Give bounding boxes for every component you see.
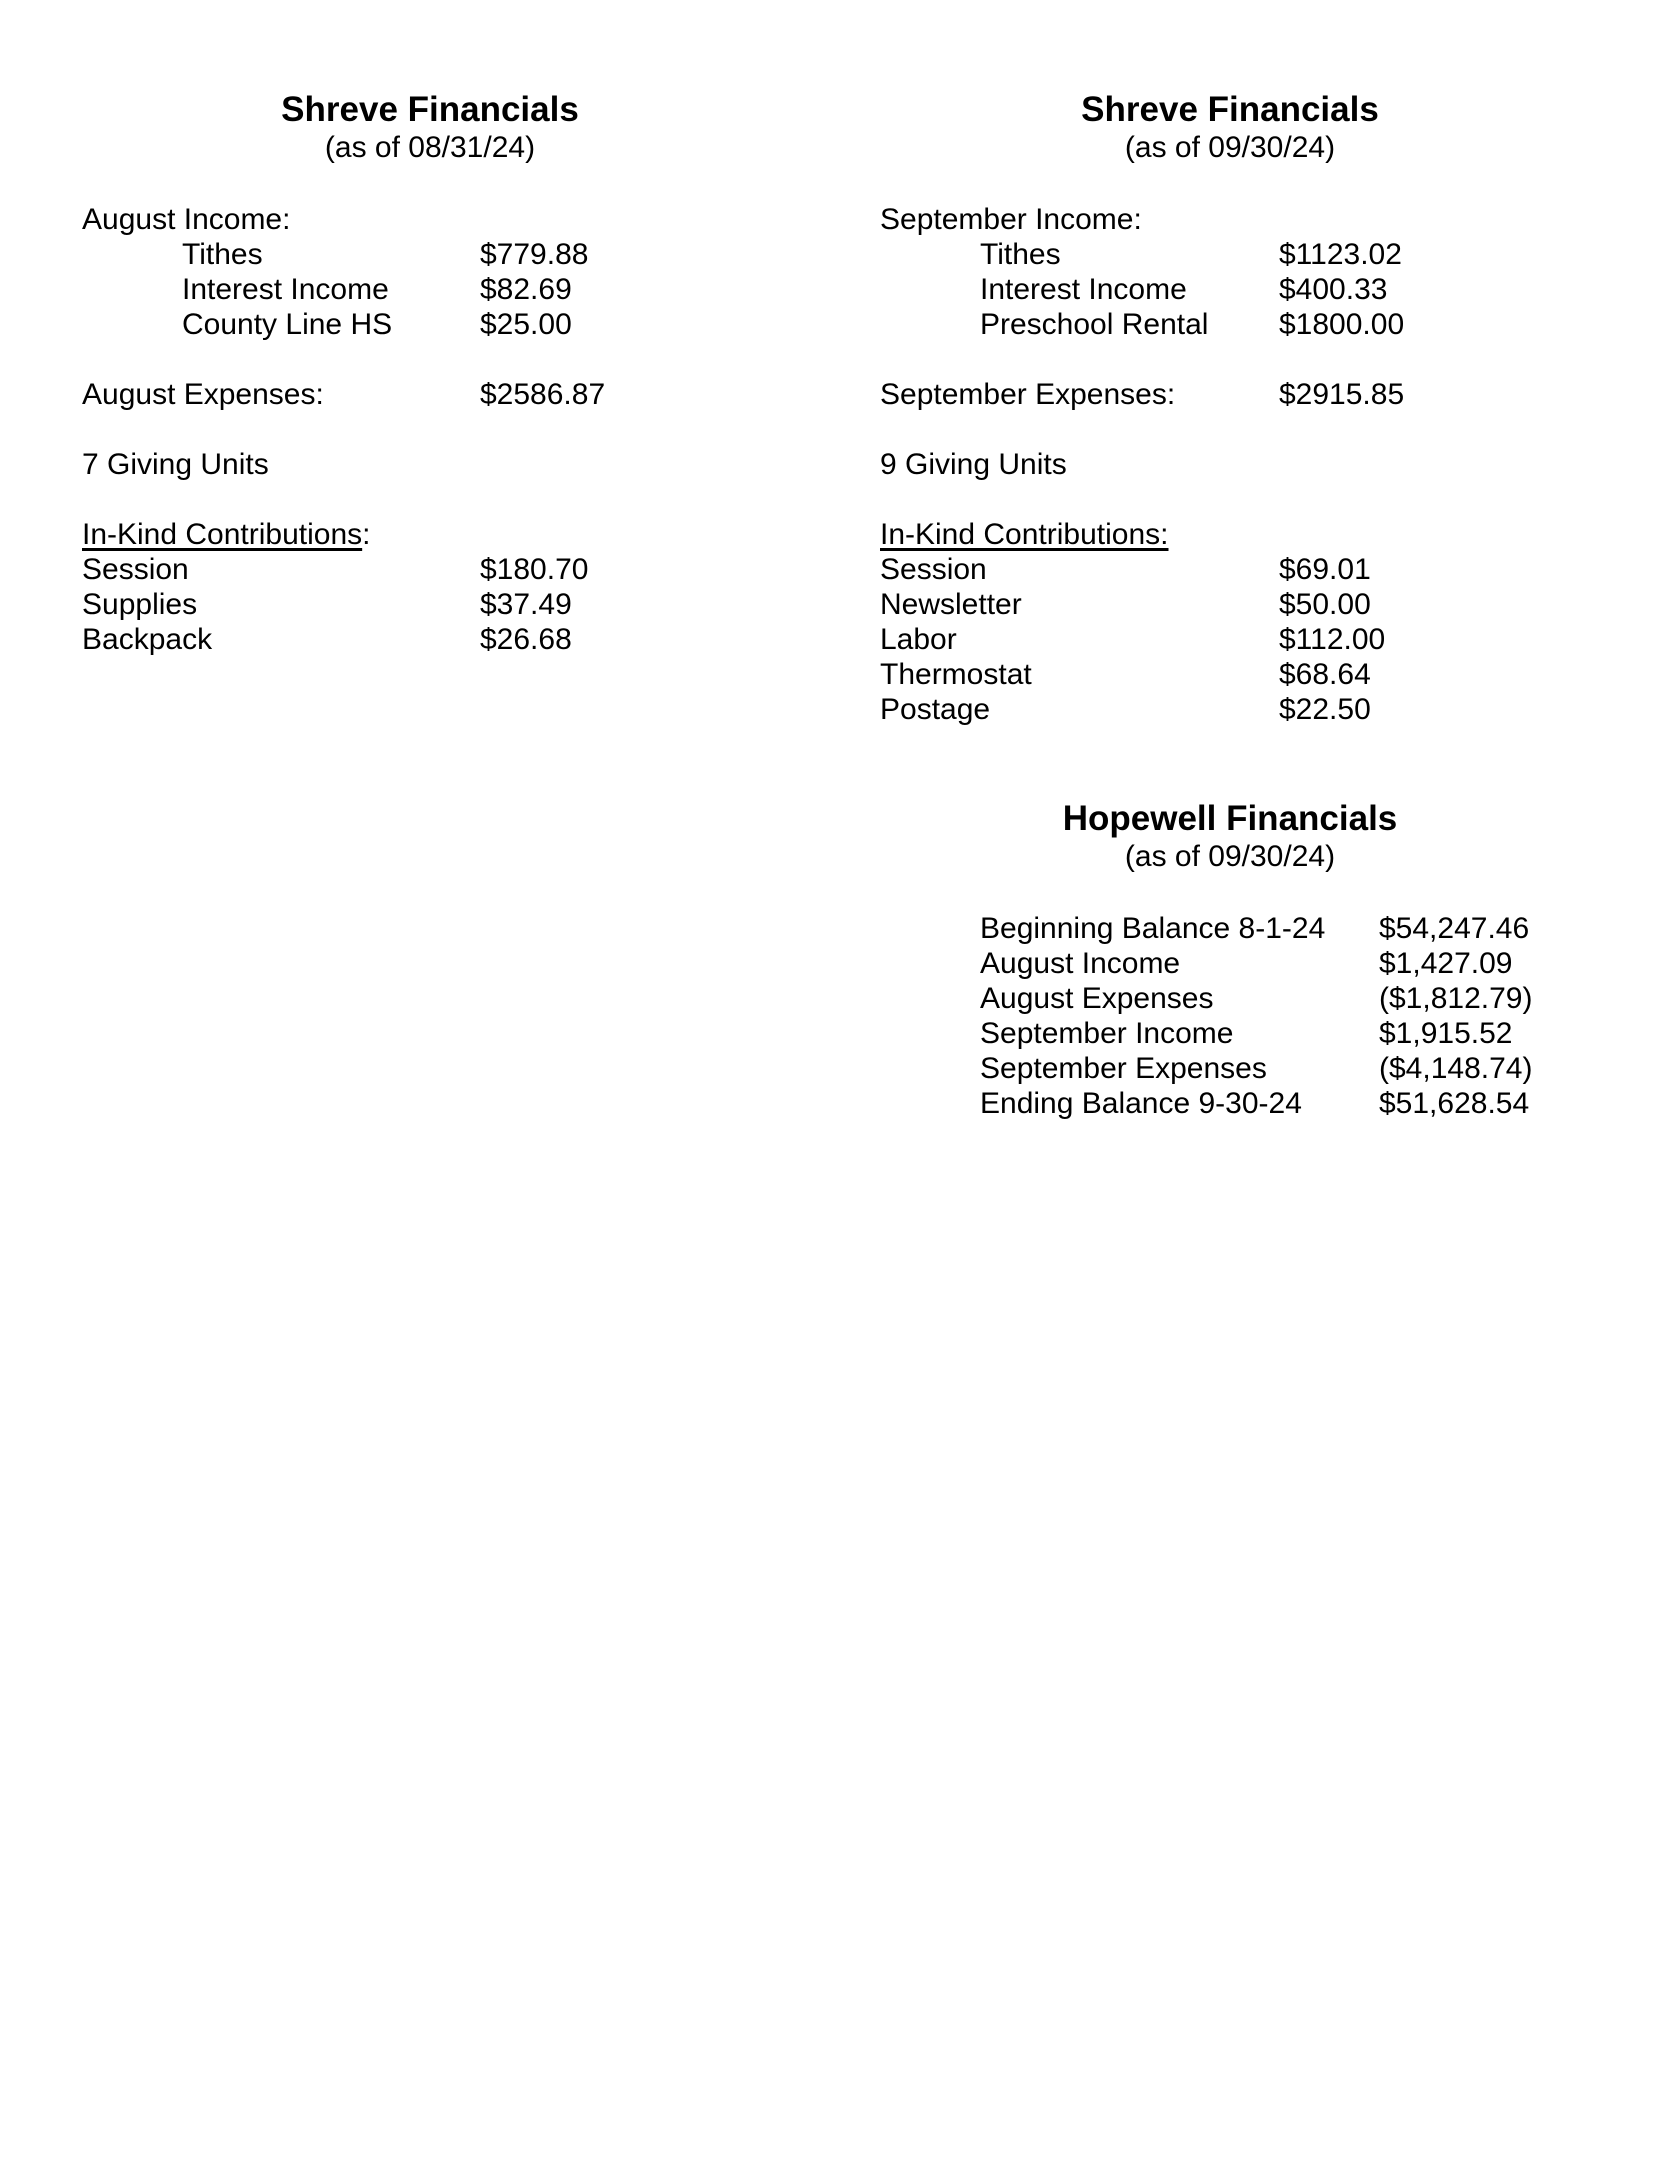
september-inkind-label: In-Kind Contributions:: [880, 518, 1169, 551]
hopewell-september-expenses-value: ($4,148.74): [1379, 1052, 1533, 1085]
september-inkind-labor-label: Labor: [880, 623, 957, 656]
shreve-september-as-of: (as of 09/30/24): [1124, 131, 1336, 164]
august-inkind-colon: :: [362, 518, 371, 551]
shreve-august-title: Shreve Financials: [281, 90, 579, 129]
hopewell-august-expenses-value: ($1,812.79): [1379, 982, 1533, 1015]
august-inkind-session-label: Session: [82, 553, 189, 586]
august-giving-units: 7 Giving Units: [82, 448, 269, 481]
hopewell-september-expenses-label: September Expenses: [980, 1052, 1267, 1085]
september-inkind-thermostat-value: $68.64: [1279, 658, 1371, 691]
hopewell-ending-balance-label: Ending Balance 9-30-24: [980, 1087, 1302, 1120]
august-expenses-label: August Expenses:: [82, 378, 324, 411]
august-income-county-line-value: $25.00: [480, 308, 572, 341]
september-inkind-session-value: $69.01: [1279, 553, 1371, 586]
august-inkind-label: In-Kind Contributions: [82, 518, 363, 551]
hopewell-august-income-label: August Income: [980, 947, 1181, 980]
september-inkind-newsletter-label: Newsletter: [880, 588, 1022, 621]
hopewell-as-of: (as of 09/30/24): [1124, 840, 1336, 873]
september-inkind-labor-value: $112.00: [1279, 623, 1386, 656]
hopewell-september-income-value: $1,915.52: [1379, 1017, 1513, 1050]
august-inkind-backpack-value: $26.68: [480, 623, 572, 656]
august-income-label: August Income:: [82, 203, 291, 236]
august-income-tithes-label: Tithes: [182, 238, 263, 271]
august-inkind-supplies-label: Supplies: [82, 588, 198, 621]
september-income-preschool-label: Preschool Rental: [980, 308, 1209, 341]
september-income-tithes-label: Tithes: [980, 238, 1061, 271]
september-inkind-thermostat-label: Thermostat: [880, 658, 1032, 691]
september-inkind-postage-label: Postage: [880, 693, 991, 726]
august-income-tithes-value: $779.88: [480, 238, 589, 271]
august-inkind-backpack-label: Backpack: [82, 623, 213, 656]
september-inkind-session-label: Session: [880, 553, 987, 586]
hopewell-august-expenses-label: August Expenses: [980, 982, 1214, 1015]
august-expenses-value: $2586.87: [480, 378, 606, 411]
september-income-interest-value: $400.33: [1279, 273, 1388, 306]
september-income-interest-label: Interest Income: [980, 273, 1187, 306]
hopewell-beginning-balance-label: Beginning Balance 8-1-24: [980, 912, 1326, 945]
august-inkind-heading: [82, 517, 371, 552]
september-income-preschool-value: $1800.00: [1279, 308, 1405, 341]
september-expenses-value: $2915.85: [1279, 378, 1405, 411]
august-inkind-session-value: $180.70: [480, 553, 589, 586]
shreve-september-title: Shreve Financials: [1081, 90, 1379, 129]
september-inkind-newsletter-value: $50.00: [1279, 588, 1371, 621]
hopewell-september-income-label: September Income: [980, 1017, 1234, 1050]
hopewell-ending-balance-value: $51,628.54: [1379, 1087, 1530, 1120]
august-income-interest-value: $82.69: [480, 273, 572, 306]
august-inkind-supplies-value: $37.49: [480, 588, 572, 621]
hopewell-title: Hopewell Financials: [1062, 799, 1398, 838]
september-giving-units: 9 Giving Units: [880, 448, 1067, 481]
september-expenses-label: September Expenses:: [880, 378, 1176, 411]
september-income-tithes-value: $1123.02: [1279, 238, 1402, 271]
september-inkind-postage-value: $22.50: [1279, 693, 1371, 726]
august-income-interest-label: Interest Income: [182, 273, 389, 306]
september-income-label: September Income:: [880, 203, 1142, 236]
shreve-august-as-of: (as of 08/31/24): [324, 131, 536, 164]
august-income-county-line-label: County Line HS: [182, 308, 393, 341]
hopewell-beginning-balance-value: $54,247.46: [1379, 912, 1530, 945]
hopewell-august-income-value: $1,427.09: [1379, 947, 1513, 980]
